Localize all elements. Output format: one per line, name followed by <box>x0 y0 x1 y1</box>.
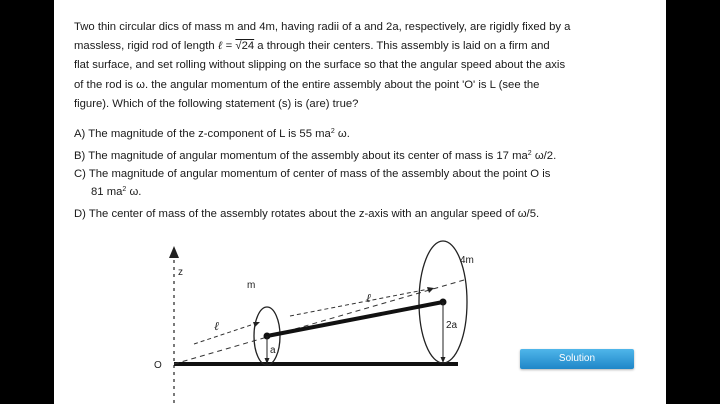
equals-sign: = <box>222 40 236 53</box>
option-a <box>74 128 350 140</box>
solution-button[interactable]: Solution <box>520 349 634 369</box>
option-c-tail: ω. <box>126 186 142 198</box>
option-b-tail: ω/2. <box>531 150 557 162</box>
rigid-rod <box>267 302 443 336</box>
problem-line-1: Two thin circular dics of mass m and 4m, having radii of a and 2a, respectively, are rigidly fixed by a <box>74 21 571 33</box>
option-a-tail: ω. <box>334 128 350 140</box>
option-b-exp: 2 <box>527 150 532 157</box>
option-b <box>74 150 556 162</box>
problem-line-2-start: massless, rigid rod of length <box>74 40 218 53</box>
ell-arrow-2-head <box>427 287 434 293</box>
label-ell-2: ℓ <box>366 291 371 305</box>
option-c-value: 81 ma <box>91 186 123 198</box>
z-axis-arrow <box>169 246 179 258</box>
ell-arrow-1-head <box>253 322 260 327</box>
option-a-exp: 2 <box>330 128 335 135</box>
option-c-exp: 2 <box>122 186 127 193</box>
option-d: D) The center of mass of the assembly rotates about the z-axis with an angular speed of ω/5. <box>74 208 540 220</box>
ell-arrow-2 <box>290 288 434 316</box>
label-2a: 2a <box>446 320 458 331</box>
slide <box>54 0 666 404</box>
ell-arrow-1 <box>194 322 260 344</box>
label-a: a <box>270 345 276 356</box>
label-m: m <box>247 280 256 291</box>
problem-statement <box>74 18 646 114</box>
label-z: z <box>178 267 183 278</box>
label-origin-o: O <box>154 360 162 371</box>
label-4m: 4m <box>460 255 474 266</box>
problem-line-4: of the rod is ω. the angular momentum of the entire assembly about the point 'O' is L (see the <box>74 78 540 91</box>
option-c-continued <box>91 186 141 198</box>
sqrt-24: √24 <box>235 40 255 53</box>
problem-line-2-end: a through their centers. This assembly is laid on a firm and <box>254 40 550 53</box>
problem-line-2 <box>74 37 646 56</box>
problem-line-5: figure). Which of the following statement (s) is (are) true? <box>74 97 359 110</box>
physics-figure <box>138 238 474 404</box>
option-a-text: A) The magnitude of the z-component of L is 55 ma <box>74 128 331 140</box>
problem-line-3: flat surface, and set rolling without slipping on the surface so that the angular speed about the axis <box>74 59 566 72</box>
label-ell-1: ℓ <box>214 319 219 333</box>
option-c: C) The magnitude of angular momentum of center of mass of the assembly about the point O is <box>74 168 551 180</box>
option-b-text: B) The magnitude of angular momentum of the assembly about its center of mass is 17 ma <box>74 150 528 162</box>
ell-symbol: ℓ <box>217 40 223 53</box>
